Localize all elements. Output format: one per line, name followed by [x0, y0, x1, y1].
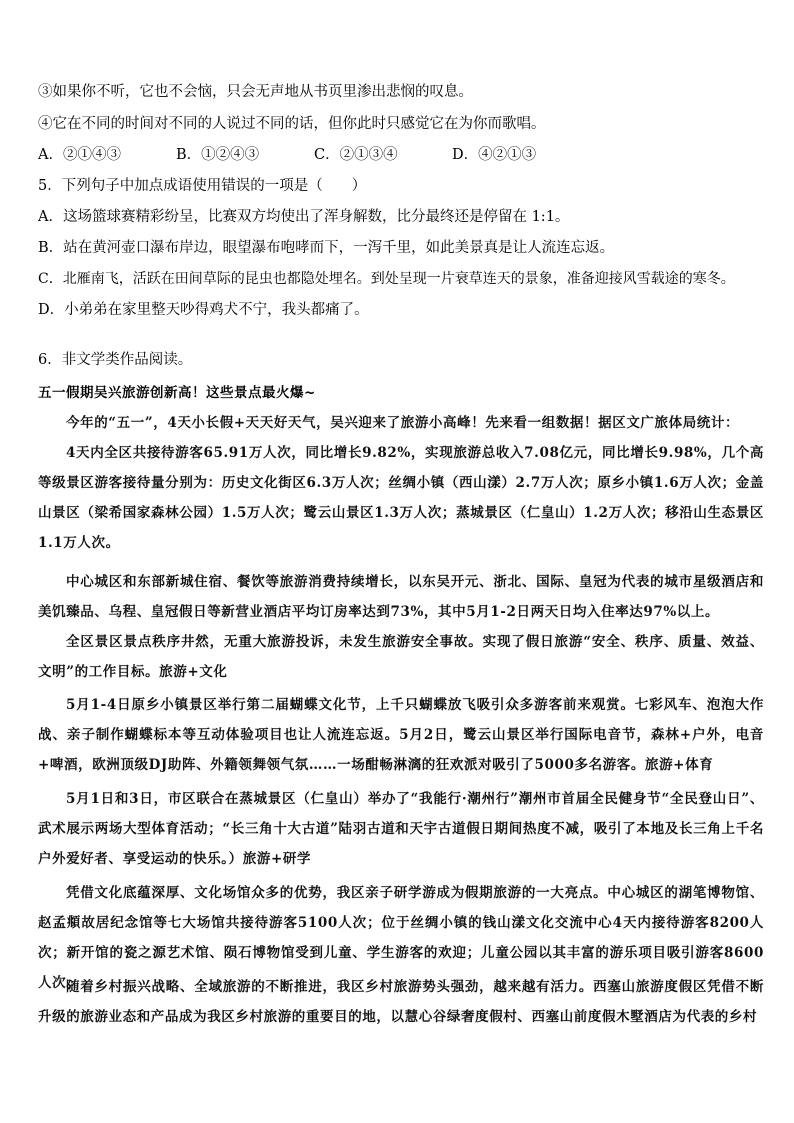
q4-option-d: D．④②①③: [452, 147, 537, 163]
article-title: 五一假期吴兴旅游创新高！这些景点最火爆~: [38, 385, 316, 401]
q5-option-b: B．站在黄河壶口瀑布岸边，眼望瀑布咆哮而下，一泻千里，如此美景真是让人流连忘返。: [38, 240, 615, 256]
article-paragraph-7: 凭借文化底蕴深厚、文化场馆众多的优势，我区亲子研学游成为假期旅游的一大亮点。中心城区的湖笔博物馆、赵孟頫故居纪念馆等七大场馆共接待游客5100人次；位于丝绸小镇的钱山漾文化交流中心4天内接待游客8200人次；新开馆的瓷之源艺术馆、陨石博物馆受到儿童、学生游客的欢迎；儿童公园以其丰富的游乐项目吸引游客8600人次。: [38, 885, 764, 991]
article-paragraph-3: 中心城区和东部新城住宿、餐饮等旅游消费持续增长，以东吴开元、浙北、国际、皇冠为代表的城市星级酒店和美饥臻品、乌程、皇冠假日等新营业酒店平均订房率达到73%，其中5月1-2日两天日均入住率达97%以上。: [38, 574, 764, 620]
q4-item-4: ④它在不同的时间对不同的人说过不同的话，但你此时只感觉它在为你而歌唱。: [38, 116, 546, 132]
q4-option-c: C．②①③④: [314, 147, 398, 163]
q5-option-d: D．小弟弟在家里整天吵得鸡犬不宁，我头都痛了。: [38, 302, 369, 318]
article-paragraph-5: 5月1-4日原乡小镇景区举行第二届蝴蝶文化节，上千只蝴蝶放飞吸引众多游客前来观赏。七彩风车、泡泡大作战、亲子制作蝴蝶标本等互动体验项目也让人流连忘返。5月2日，鹭云山景区举行国际电音节，森林+户外，电音+啤酒，欧洲顶级DJ助阵、外籍领舞领气氛……一场酣畅淋漓的狂欢派对吸引了5000多名游客。旅游+体育: [38, 697, 764, 773]
q4-options: [38, 145, 764, 165]
q6-stem: 6．非文学类作品阅读。: [38, 352, 193, 368]
q4-option-b: B．①②④③: [176, 147, 260, 163]
article-paragraph-4: 全区景区景点秩序井然，无重大旅游投诉，未发生旅游安全事故。实现了假日旅游“安全、秩序、质量、效益、文明”的工作目标。旅游+文化: [38, 634, 764, 680]
article-paragraph-6: 5月1日和3日，市区联合在蒸城景区（仁皇山）举办了“我能行·潮州行”潮州市首届全民健身节“全民登山日”、武术展示两场大型体育活动；“长三角十大古道”陆羽古道和天宇古道假日期间热度不减，吸引了本地及长三角上千名户外爱好者、享受运动的快乐。）旅游+研学: [38, 791, 764, 867]
article-paragraph-1: 今年的“五一”，4天小长假+天天好天气，吴兴迎来了旅游小高峰！先来看一组数据！据区文广旅体局统计：: [66, 415, 740, 431]
q4-option-a: A．②①④③: [38, 147, 121, 163]
q4-item-3: ③如果你不听，它也不会恼，只会无声地从书页里渗出悲悯的叹息。: [38, 84, 473, 100]
article-paragraph-8: 随着乡村振兴战略、全域旅游的不断推进，我区乡村旅游势头强劲，越来越有活力。西塞山旅游度假区凭借不断升级的旅游业态和产品成为我区乡村旅游的重要目的地，以慧心谷绿奢度假村、西塞山前度假木墅酒店为代表的乡村: [38, 979, 764, 1025]
q5-option-a: A．这场篮球赛精彩纷呈，比赛双方均使出了浑身解数，比分最终还是停留在 1:1。: [38, 209, 570, 225]
article-paragraph-2: 4天内全区共接待游客65.91万人次，同比增长9.82%，实现旅游总收入7.08亿元，同比增长9.98%，几个高等级景区游客接待量分别为：历史文化街区6.3万人次；丝绸小镇（西山漾）2.7万人次；原乡小镇1.6万人次；金盖山景区（梁希国家森林公园）1.5万人次；鹭云山景区1.3万人次；蒸城景区（仁皇山）1.2万人次；移沿山生态景区1.1万人次。: [38, 445, 764, 551]
q5-option-c: C．北雁南飞，活跃在田间草际的昆虫也都隐处埋名。到处呈现一片衰草连天的景象，准备迎接风雪载途的寒冬。: [38, 271, 735, 287]
q5-stem: 5．下列句子中加点成语使用错误的一项是（ ）: [38, 178, 367, 194]
